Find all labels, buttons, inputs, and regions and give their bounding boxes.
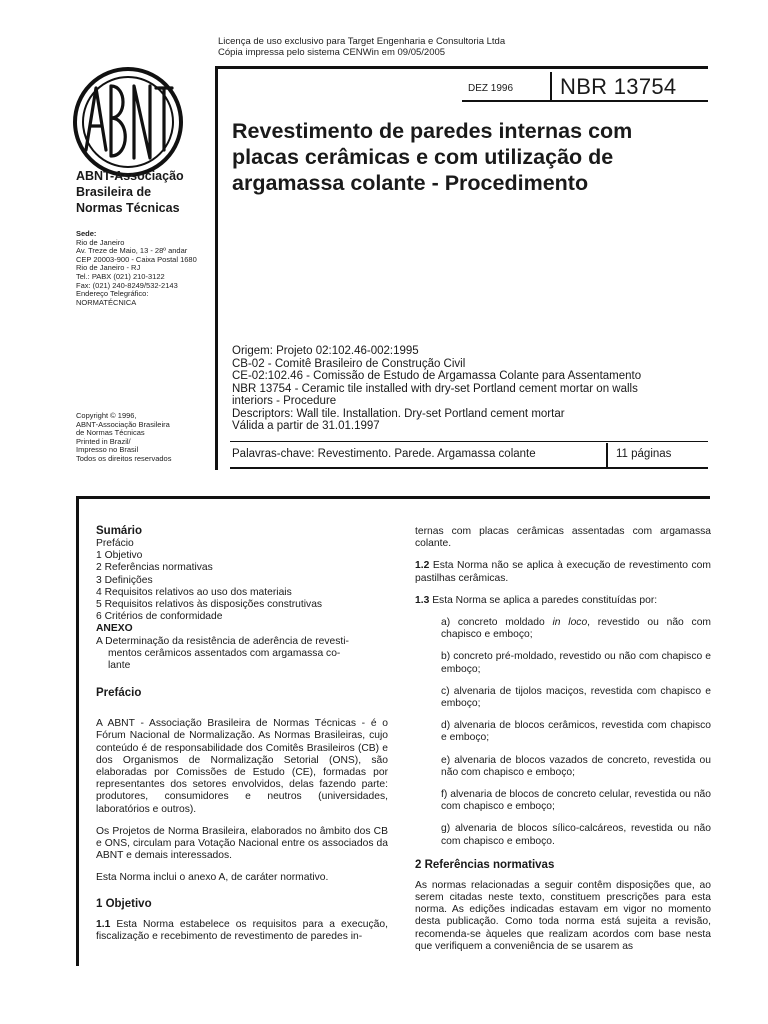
right-column <box>415 526 711 953</box>
origin-block: Origem: Projeto 02:102.46-002:1995 CB-02 - Comitê Brasileiro de Construção Civil CE-02:102.46 - Comissão de Estudo de Argamassa Colante para Assentamento NBR 13754 - Ceramic tile installed with dry-set Portland cement mortar on walls interiors - Procedure Descriptors: Wall tile. Installation. Dry-set Portland cement mortar Válida a partir de 31.01.1997 <box>232 345 642 432</box>
document-title: Revestimento de paredes internas com placas cerâmicas e com utilização de argamassa colante - Procedimento <box>232 119 633 195</box>
toc-item: 1 Objetivo <box>96 550 143 562</box>
keywords: Palavras-chave: Revestimento. Parede. Argamassa colante <box>232 448 536 460</box>
toc-item: Prefácio <box>96 538 134 549</box>
scope-paragraph: 1.2 Esta Norma não se aplica à execução de revestimento com pastilhas cerâmicas. <box>415 560 711 584</box>
standard-code: NBR 13754 <box>560 74 677 99</box>
code-underline <box>462 100 708 102</box>
license-notice <box>218 36 505 58</box>
abnt-logo <box>72 66 184 178</box>
list-item: c) alvenaria de tijolos maciços, revestida com chapisco e emboço; <box>441 685 711 710</box>
body-frame-top <box>76 496 710 499</box>
scope-paragraph: 1.3 Esta Norma se aplica a paredes constituídas por: <box>415 594 658 606</box>
toc-item: 3 Definições <box>96 574 153 586</box>
table-of-contents <box>96 538 388 672</box>
scope-continuation: ternas com placas cerâmicas assentadas com argamassa colante. <box>415 526 711 550</box>
list-item: d) alvenaria de blocos cerâmicos, revestida com chapisco e emboço; <box>441 720 711 744</box>
keywords-bottom-rule <box>230 467 708 469</box>
keywords-top-rule <box>230 441 708 442</box>
list-item: f) alvenaria de blocos de concreto celular, revestida ou não com chapisco e emboço; <box>441 789 711 813</box>
publication-date: DEZ 1996 <box>462 72 552 100</box>
preface-paragraph: A ABNT - Associação Brasileira de Normas Técnicas - é o Fórum Nacional de Normalização. As Normas Brasileiras, cujo conteúdo é de responsabilidade dos Comitês Brasileiros (CB) e dos Organismos de Normalização Setorial (ONS), são elaboradas por Comissões de Estudo (CE), formadas por representantes dos setores envolvidos, delas fazendo parte: produtores, consumidores e neutros (universidades, laboratórios e outros). <box>96 718 388 815</box>
list-item: g) alvenaria de blocos sílico-calcáreos, revestida ou não com chapisco e emboço. <box>441 823 711 847</box>
list-item: e) alvenaria de blocos vazados de concreto, revestida ou não com chapisco e emboço; <box>441 754 711 778</box>
preface-paragraph: Esta Norma inclui o anexo A, de caráter normativo. <box>96 872 329 884</box>
page-count: 11 páginas <box>616 448 672 460</box>
toc-item: 2 Referências normativas <box>96 562 213 574</box>
annex-title: ANEXO <box>96 623 133 635</box>
summary-title: Sumário <box>96 525 143 537</box>
objective-paragraph: 1.1 Esta Norma estabelece os requisitos para a execução, fiscalização e recebimento de revestimento de paredes in- <box>96 918 388 942</box>
toc-item: A Determinação da resistência de aderência de revesti- <box>96 635 349 647</box>
toc-item: mentos cerâmicos assentados com argamassa co- <box>108 647 341 659</box>
preface-paragraph: Os Projetos de Norma Brasileira, elaborados no âmbito dos CB e ONS, circulam para Votação Nacional entre os associados da ABNT e demais interessados. <box>96 825 388 862</box>
license-line: Licença de uso exclusivo para Target Engenharia e Consultoria Ltda <box>218 36 506 47</box>
headquarters-address: Sede: Rio de Janeiro Av. Treze de Maio, 13 - 28º andar CEP 20003-900 - Caixa Postal 1680 Rio de Janeiro - RJ Tel.: PABX (021) 210-3122 Fax: (021) 240-8249/532-2143 Endereço Telegráfico: NORMATÉCNICA <box>76 229 197 307</box>
toc-item: 5 Requisitos relativos às disposições construtivas <box>96 599 323 611</box>
references-title: 2 Referências normativas <box>415 858 555 871</box>
organization-name: ABNT-Associação Brasileira de Normas Técnicas <box>76 169 184 215</box>
list-item: a) concreto moldado in loco, revestido ou não com chapisco e emboço; <box>441 617 712 641</box>
body-frame-left <box>76 496 79 966</box>
header-vertical-rule <box>215 66 218 470</box>
copyright-notice: Copyright © 1996, ABNT-Associação Brasileira de Normas Técnicas Printed in Brazil/ Impresso no Brasil Todos os direitos reservados <box>76 411 172 463</box>
header-top-rule <box>215 66 708 69</box>
left-column <box>96 524 388 943</box>
list-item: b) concreto pré-moldado, revestido ou não com chapisco e emboço; <box>441 651 711 675</box>
toc-item: 6 Critérios de conformidade <box>96 611 223 623</box>
toc-item: lante <box>108 660 131 672</box>
print-info-line: Cópia impressa pelo sistema CENWin em 09/05/2005 <box>218 47 446 58</box>
keywords-separator <box>606 443 608 468</box>
objective-title: 1 Objetivo <box>96 897 152 910</box>
references-paragraph: As normas relacionadas a seguir contêm disposições que, ao serem citadas neste texto, constituem prescrições para esta norma. As edições indicadas estavam em vigor no momento desta publicação. Como toda norma está sujeita a revisão, recomenda-se àqueles que realizam acordos com base nesta que verifiquem a conveniência de se usarem as <box>415 879 711 952</box>
toc-item: 4 Requisitos relativos ao uso dos materiais <box>96 586 292 598</box>
preface-title: Prefácio <box>96 687 142 700</box>
